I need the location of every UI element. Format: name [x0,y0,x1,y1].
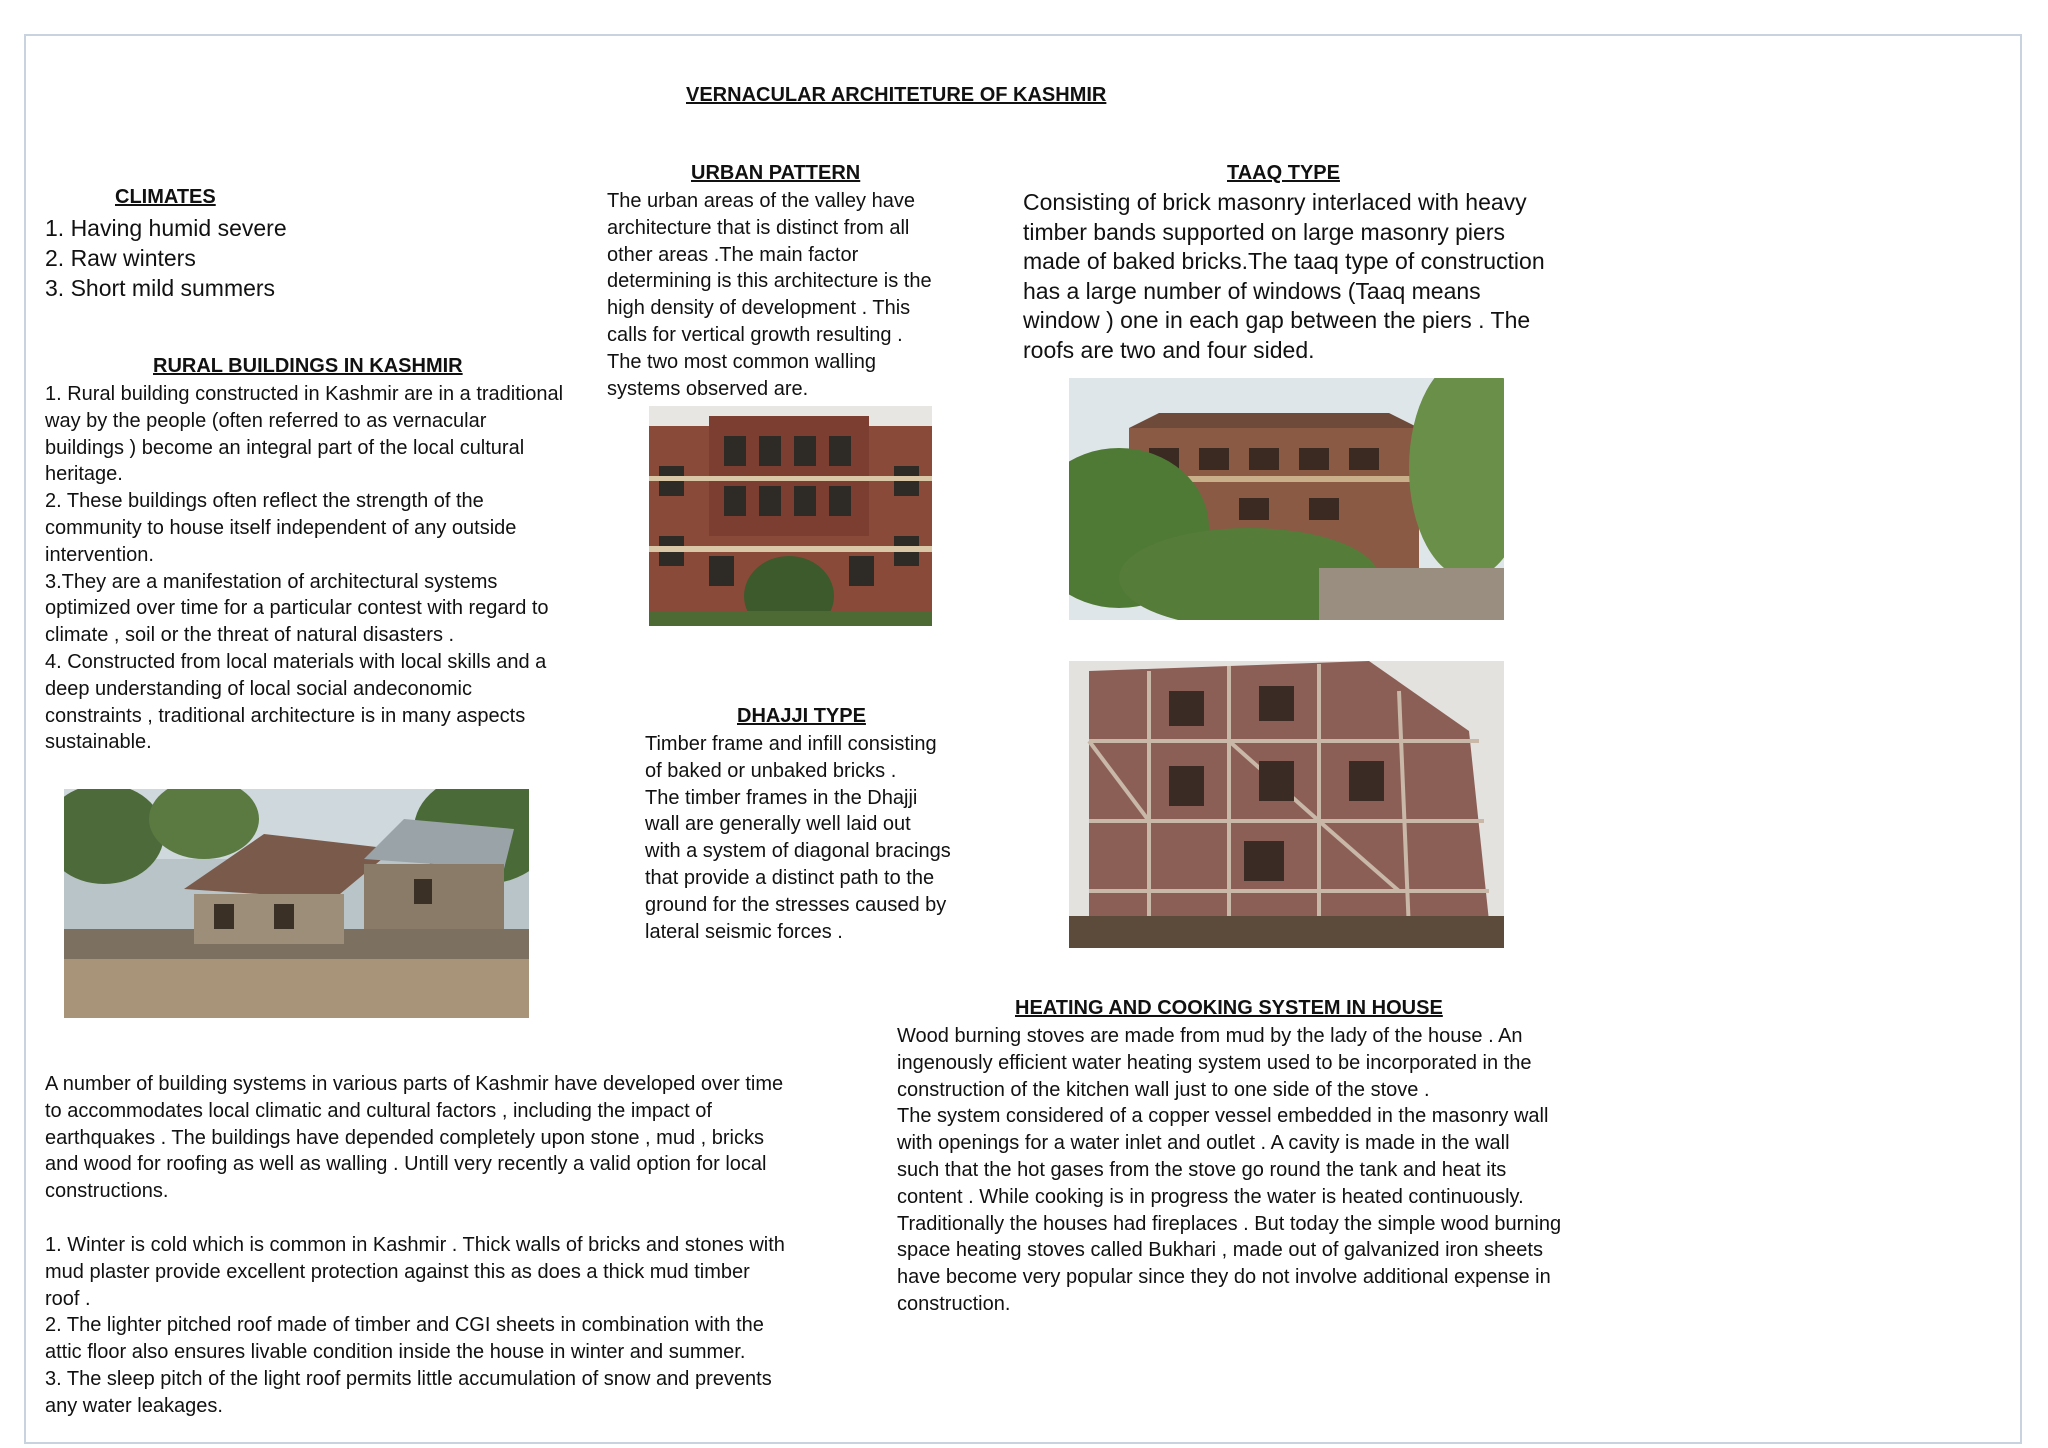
rural-body: 1. Rural building constructed in Kashmir are in a traditional way by the people (often referred to as vernacular buildings ) become an integral part of the local cultural heritage. 2. These buildings often reflect the strength of the community to house itself independent of any outside intervention. 3.They are a manifestation of architectural systems optimized over time for a particular contest with regard to climate , soil or the threat of natural disasters . 4. Constructed from local materials with local skills and a deep understanding of local social andeconomic constraints , traditional architecture is in many aspects sustainable. [45,383,564,754]
climates-item: 3. Short mild summers [45,275,276,301]
dhajji-heading: DHAJJI TYPE [737,705,866,727]
climates-item: 2. Raw winters [45,245,196,271]
building-systems-intro: A number of building systems in various parts of Kashmir have developed over time to accommodates local climatic and cultural factors , including the impact of earthquakes . The buildings have depended completely upon stone , mud , bricks and wood for roofing as well as walling . Untill very recently a valid option for local constructions. [45,1073,784,1203]
climates-heading: CLIMATES [115,186,216,208]
climates-item: 1. Having humid severe [45,215,287,241]
climates-list [45,213,287,303]
urban-heading: URBAN PATTERN [691,162,861,184]
page-title: VERNACULAR ARCHITETURE OF KASHMIR [686,84,1107,106]
heating-body: Wood burning stoves are made from mud by the lady of the house . An ingenously efficient water heating system used to be incorporated in the construction of the kitchen wall just to one side of the stove . The system considered of a copper vessel embedded in the masonry wall with openings for a water inlet and outlet . A cavity is made in the wall such that the hot gases from the stove go round the tank and heat its content . While cooking is in progress the water is heated continuously. Traditionally the houses had fireplaces . But today the simple wood burning space heating stoves called Bukhari , made out of galvanized iron sheets have become very popular since they do not involve additional expense in construction. [897,1025,1562,1315]
dhajji-building-photo [1069,661,1504,948]
taaq-building-photo [1069,378,1504,620]
taaq-body: Consisting of brick masonry interlaced with heavy timber bands supported on large masonry piers made of baked bricks.The taaq type of construction has a large number of windows (Taaq means window ) one in each gap between the piers . The roofs are two and four sided. [1023,189,1545,363]
urban-building-photo [649,406,932,626]
taaq-heading: TAAQ TYPE [1227,162,1340,184]
building-systems-points: 1. Winter is cold which is common in Kashmir . Thick walls of bricks and stones with mud plaster provide excellent protection against this as does a thick mud timber roof . 2. The lighter pitched roof made of timber and CGI sheets in combination with the attic floor also ensures livable condition inside the house in winter and summer. 3. The sleep pitch of the light roof permits little accumulation of snow and prevents any water leakages. [45,1234,785,1417]
rural-heading: RURAL BUILDINGS IN KASHMIR [153,355,463,377]
heating-heading: HEATING AND COOKING SYSTEM IN HOUSE [1015,997,1443,1019]
rural-house-photo [64,789,529,1018]
urban-body: The urban areas of the valley have architecture that is distinct from all other areas .The main factor determining is this architecture is the high density of development . This calls for vertical growth resulting . The two most common walling systems observed are. [607,190,932,400]
dhajji-body: Timber frame and infill consisting of baked or unbaked bricks . The timber frames in the Dhajji wall are generally well laid out with a system of diagonal bracings that provide a distinct path to the ground for the stresses caused by lateral seismic forces . [645,733,951,943]
